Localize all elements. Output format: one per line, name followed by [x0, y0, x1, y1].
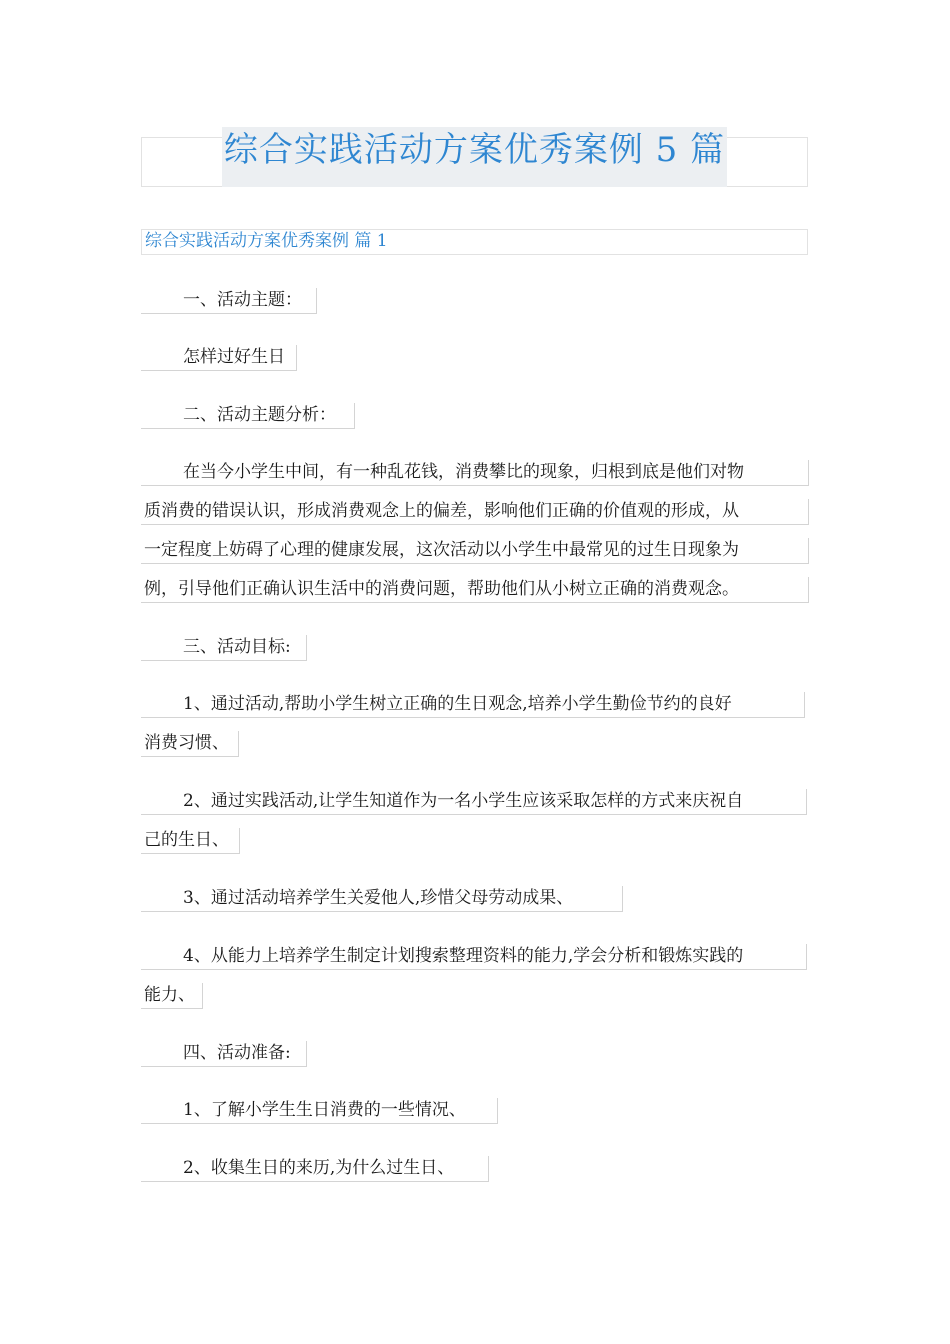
goal-1-line-1: 1、通过活动,帮助小学生树立正确的生日观念,培养小学生勤俭节约的良好 [141, 692, 805, 718]
analysis-line-1: 在当今小学生中间，有一种乱花钱，消费攀比的现象，归根到底是他们对物 [141, 460, 809, 486]
analysis-line-3: 一定程度上妨碍了心理的健康发展，这次活动以小学生中最常见的过生日现象为 [141, 538, 809, 564]
analysis-line-2: 质消费的错误认识，形成消费观念上的偏差，影响他们正确的价值观的形成，从 [141, 499, 809, 525]
heading-theme-analysis: 二、活动主题分析： [141, 403, 355, 429]
analysis-line-4: 例，引导他们正确认识生活中的消费问题，帮助他们从小树立正确的消费观念。 [141, 577, 809, 603]
goal-4-line-2: 能力、 [141, 983, 203, 1009]
heading-activity-theme: 一、活动主题： [141, 288, 317, 314]
document-title: 综合实践活动方案优秀案例 5 篇 [223, 130, 726, 170]
heading-activity-goals: 三、活动目标: [141, 635, 307, 661]
heading-activity-preparation: 四、活动准备: [141, 1041, 307, 1067]
goal-2-line-1: 2、通过实践活动,让学生知道作为一名小学生应该采取怎样的方式来庆祝自 [141, 789, 807, 815]
activity-theme-text: 怎样过好生日 [141, 345, 297, 371]
goal-1-line-2: 消费习惯、 [141, 731, 239, 757]
section-heading: 综合实践活动方案优秀案例 篇 1 [141, 229, 808, 255]
preparation-item-2: 2、收集生日的来历,为什么过生日、 [141, 1156, 489, 1182]
goal-3: 3、通过活动培养学生关爱他人,珍惜父母劳动成果、 [141, 886, 623, 912]
goal-2-line-2: 己的生日、 [141, 828, 240, 854]
preparation-item-1: 1、了解小学生生日消费的一些情况、 [141, 1098, 498, 1124]
goal-4-line-1: 4、从能力上培养学生制定计划搜索整理资料的能力,学会分析和锻炼实践的 [141, 944, 807, 970]
